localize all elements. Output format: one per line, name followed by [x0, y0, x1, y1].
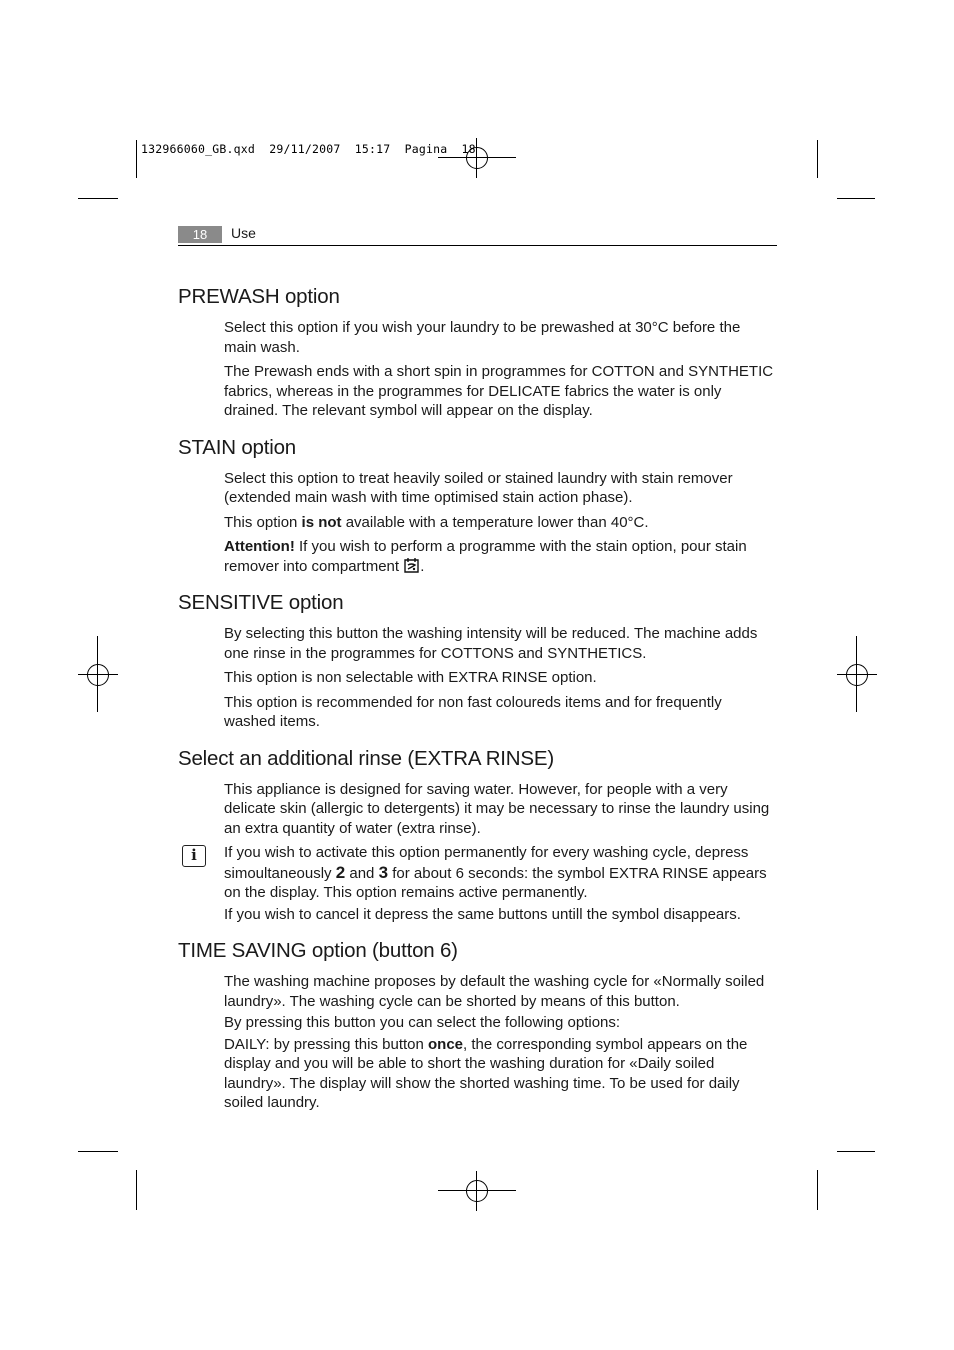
emphasis: is not: [301, 513, 342, 531]
paragraph: [224, 537, 776, 576]
text-run: If you wish to perform a programme with the stain option, pour stain remover into compartment: [224, 538, 747, 575]
attention-label: Attention!: [224, 538, 295, 555]
extra-rinse-section: [178, 746, 778, 925]
stain-section: [178, 435, 778, 577]
page-number: 18: [178, 226, 222, 243]
registration-mark: [438, 1190, 516, 1191]
time-saving-section: [178, 938, 778, 1113]
crop-mark: [837, 1151, 875, 1152]
prewash-section: [178, 284, 778, 421]
paragraph: If you wish to cancel it depress the same buttons untill the symbol disappears.: [224, 905, 741, 923]
crop-mark: [837, 198, 875, 199]
stain-compartment-icon: [403, 557, 420, 574]
crop-mark: [78, 1151, 118, 1152]
section-title: TIME SAVING option (button 6): [178, 939, 458, 962]
text-run: for about 6 seconds: the symbol EXTRA RINSE appears on the display. This option remains active permanently.: [224, 864, 767, 901]
paragraph: Select this option to treat heavily soiled or stained laundry with stain remover (extended main wash with time optimised stain action phase).: [224, 469, 733, 506]
paragraph: [224, 513, 776, 533]
section-title: PREWASH option: [178, 285, 340, 308]
info-icon: i: [182, 845, 206, 867]
info-note: [191, 843, 776, 924]
text-run: and: [345, 864, 379, 882]
registration-mark: [837, 674, 877, 675]
button-number: 3: [378, 862, 389, 882]
registration-mark: [97, 636, 98, 712]
section-title: Select an additional rinse (EXTRA RINSE): [178, 746, 554, 770]
paragraph: This appliance is designed for saving water. However, for people with a very delicate skin (allergic to detergents) it may be necessary to rinse the laundry using an extra quantity of water (extra rinse).: [224, 780, 770, 837]
paragraph: [224, 1035, 776, 1113]
paragraph: This option is non selectable with EXTRA RINSE option.: [224, 669, 597, 686]
emphasis: once: [428, 1035, 464, 1053]
print-slug: 132966060_GB.qxd 29/11/2007 15:17 Pagina 18: [141, 142, 476, 156]
text-run: DAILY: by pressing this button: [224, 1035, 429, 1053]
crop-mark: [817, 140, 818, 178]
registration-mark: [476, 1171, 477, 1211]
text-run: This option: [224, 513, 302, 531]
registration-mark: [856, 636, 857, 712]
header-rule: [178, 245, 777, 246]
sensitive-section: [178, 590, 778, 732]
section-title: SENSITIVE option: [178, 591, 344, 614]
registration-mark: [87, 664, 109, 686]
crop-mark: [78, 198, 118, 199]
registration-mark: [438, 157, 516, 158]
registration-mark: [476, 138, 477, 178]
button-number: 2: [335, 862, 346, 882]
text-run: available with a temperature lower than 40°C.: [341, 513, 649, 531]
text-run: .: [420, 557, 425, 575]
paragraph: Select this option if you wish your laundry to be prewashed at 30°C before the main wash.: [224, 319, 741, 356]
registration-mark: [466, 1180, 488, 1202]
text-run: If you wish to activate this option permanently for every washing cycle, depress simoultaneously: [224, 844, 749, 882]
text-run: , the corresponding symbol appears on the display and you will be able to short the washing duration for «Daily soiled laundry». The display will show the shorted washing time. To be used for daily soiled laundry.: [224, 1035, 748, 1111]
crop-mark: [136, 140, 137, 178]
paragraph: By selecting this button the washing intensity will be reduced. The machine adds one rinse in the programmes for COTTONS and SYNTHETICS.: [224, 625, 758, 662]
running-header: Use: [231, 225, 256, 241]
crop-mark: [817, 1170, 818, 1210]
section-title: STAIN option: [178, 435, 296, 459]
registration-mark: [846, 664, 868, 686]
main-content: [178, 284, 778, 1127]
paragraph: [224, 843, 776, 903]
registration-mark: [78, 674, 118, 675]
paragraph: The Prewash ends with a short spin in programmes for COTTON and SYNTHETIC fabrics, whereas in the programmes for DELICATE fabrics the water is only drained. The relevant symbol will appear on the display.: [224, 363, 774, 419]
paragraph: By pressing this button you can select the following options:: [224, 1014, 621, 1031]
paragraph: The washing machine proposes by default the washing cycle for «Normally soiled laundry». The washing cycle can be shorted by means of this button.: [224, 973, 765, 1010]
paragraph: This option is recommended for non fast coloureds items and for frequently washed items.: [224, 693, 722, 730]
crop-mark: [136, 1170, 137, 1210]
